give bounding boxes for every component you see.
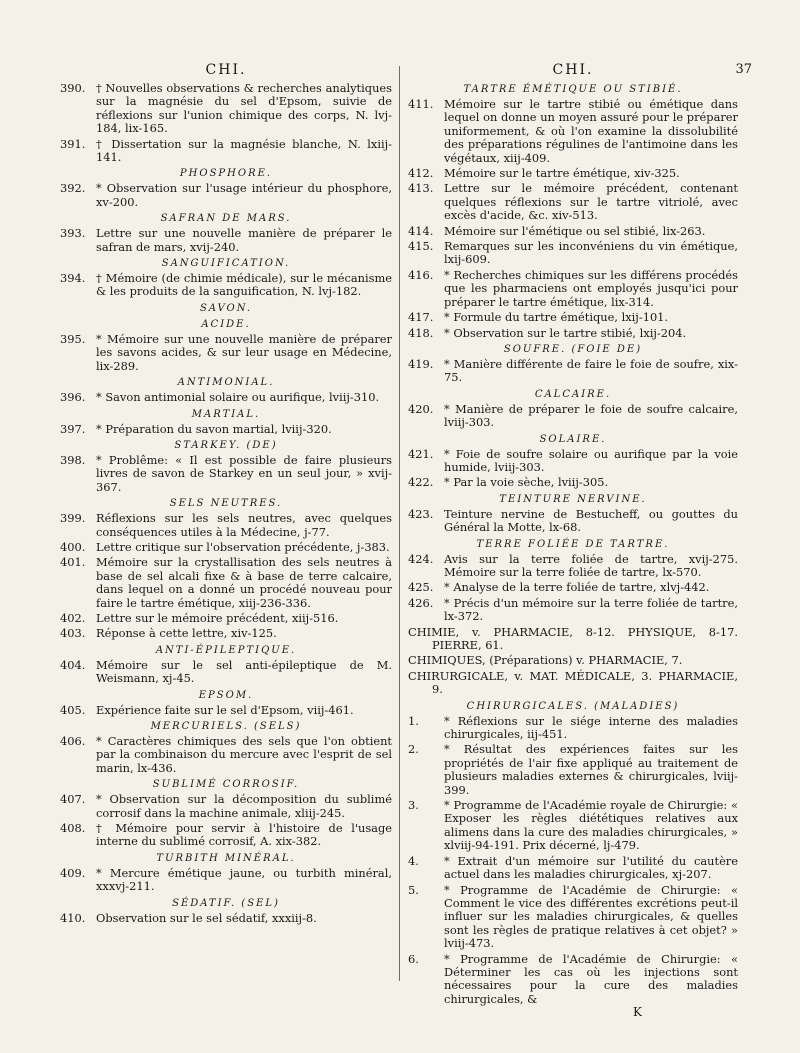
section-heading: SELS NEUTRES. — [169, 498, 283, 510]
index-entry — [60, 704, 392, 717]
entry-text: * Savon antimonial solaire ou aurifique, lviij-310. — [96, 390, 380, 405]
entry-text: Mémoire sur la crystallisation des sels neutres à base de sel alcali fixe & à base de terre calcaire, dans lequel on a donné un procédé nouveau pour faire le tartre émétique, xiij-236-336. — [96, 555, 392, 610]
index-entry — [408, 553, 738, 580]
entry-number: 405. — [60, 702, 86, 717]
index-entry — [60, 227, 392, 254]
section-heading: PHOSPHORE. — [179, 168, 273, 180]
index-entry — [60, 867, 392, 894]
index-entry — [408, 448, 738, 475]
entry-number: 423. — [408, 506, 434, 521]
index-entry — [60, 512, 392, 539]
entry-number: 414. — [408, 223, 434, 238]
section-heading: ANTIMONIAL. — [177, 377, 275, 389]
entry-number: 402. — [60, 610, 86, 625]
entry-number: 3. — [408, 798, 419, 813]
entry-number: 416. — [408, 267, 434, 282]
index-entry — [408, 799, 738, 853]
section-heading: TARTRE ÉMÉTIQUE OU STIBIÉ. — [463, 84, 683, 95]
entry-text: * Programme de l'Académie royale de Chirurgie: « Exposer les règles diététiques relatives aux alimens dans la cure des maladies chirurgicales, » xlviij-94-191. Prix décerné, lj-479. — [444, 798, 738, 853]
entry-number: 393. — [60, 226, 86, 241]
entry-text: Lettre critique sur l'observation précédente, j-383. — [96, 539, 390, 554]
index-entry — [408, 311, 738, 324]
entry-number: 401. — [60, 555, 86, 570]
entry-number: 411. — [408, 97, 434, 111]
entry-number: 415. — [408, 239, 434, 254]
entry-number: 1. — [408, 713, 419, 728]
entry-text: * Programme de l'Académie de Chirurgie: « Déterminer les cas où les injections sont nécessaires pour la cure des maladies chirurgicales, & — [444, 951, 738, 1006]
entry-text: Lettre sur le mémoire précédent, xiij-516. — [96, 610, 339, 625]
right-column — [408, 60, 752, 1020]
index-entry — [60, 454, 392, 494]
entry-text: † Mémoire (de chimie médicale), sur le mécanisme & les produits de la sanguification, N. lvj-182. — [96, 271, 392, 299]
index-entry — [408, 884, 738, 951]
index-entry — [60, 822, 392, 849]
index-entry — [60, 556, 392, 610]
index-entry — [60, 391, 392, 404]
running-head-right: CHI. 37 — [552, 62, 752, 78]
entry-number: 417. — [408, 310, 434, 325]
index-entry — [408, 98, 738, 165]
index-entry — [60, 272, 392, 299]
index-entry — [60, 82, 392, 136]
entry-text: † Dissertation sur la magnésie blanche, N. lxiij-141. — [96, 136, 392, 165]
entry-number: 394. — [60, 271, 86, 286]
section-heading: ACIDE. — [201, 318, 251, 330]
entry-number: 412. — [408, 166, 434, 181]
entry-number: 403. — [60, 626, 86, 641]
index-entry — [60, 138, 392, 165]
index-entry — [60, 423, 392, 436]
entry-text: * Manière différente de faire le foie de soufre, xix-75. — [444, 356, 738, 385]
section-heading: SOUFRE. (FOIE DE) — [503, 343, 643, 355]
entry-text: * Observation sur le tartre stibié, lxij-204. — [444, 325, 687, 340]
entry-text: * Préparation du savon martial, lviij-320. — [96, 421, 332, 436]
entry-number: 425. — [408, 580, 434, 595]
column-rule — [399, 66, 400, 981]
section-heading: STARKEY. (DE) — [174, 439, 278, 451]
entry-text: Teinture nervine de Bestucheff, ou gouttes du Général la Motte, lx-68. — [444, 506, 738, 535]
section-heading: CHIRURGICALES. (MALADIES) — [466, 700, 680, 712]
entry-text: * Mémoire sur une nouvelle manière de préparer les savons acides, & sur leur usage en Médecine, lix-289. — [96, 331, 392, 373]
section-heading: SUBLIMÉ CORROSIF. — [152, 779, 300, 791]
entry-text: * Résultat des expériences faites sur les propriétés de l'air fixe appliqué au traitement de plusieurs maladies externes & chirurgicales, lviij-399. — [444, 742, 738, 797]
entry-number: 406. — [60, 734, 86, 748]
entry-text: * Par la voie sèche, lviij-305. — [444, 475, 609, 490]
section-heading: TEINTURE NERVINE. — [499, 493, 647, 505]
entry-number: 6. — [408, 951, 419, 966]
entry-text: * Réflexions sur le siége interne des maladies chirurgicales, iij-451. — [444, 713, 738, 742]
entry-number: 409. — [60, 865, 86, 880]
entry-number: 4. — [408, 853, 419, 868]
running-head-left: CHI. — [205, 62, 247, 78]
section-heading: MARTIAL. — [191, 408, 261, 420]
entry-number: 419. — [408, 356, 434, 371]
index-entry — [60, 182, 392, 209]
section-heading: TERRE FOLIÉE DE TARTRE. — [476, 538, 670, 550]
entry-text: Lettre sur le mémoire précédent, contenant quelques réflexions sur le tartre vitriolé, avec excès d'acide, &c. xiv-513. — [444, 181, 738, 223]
index-entry — [408, 182, 738, 222]
index-entry — [408, 743, 738, 797]
index-entry — [60, 793, 392, 820]
index-entry — [60, 659, 392, 686]
index-entry — [60, 541, 392, 554]
entry-number: 398. — [60, 452, 86, 467]
cross-reference: CHIMIQUES, (Préparations) v. PHARMACIE, 7. — [408, 653, 683, 668]
index-entry — [408, 225, 738, 238]
index-entry — [60, 333, 392, 373]
entry-number: 2. — [408, 742, 419, 757]
entry-text: * Formule du tartre émétique, lxij-101. — [444, 310, 669, 325]
entry-text: * Analyse de la terre foliée de tartre, xlvj-442. — [444, 580, 710, 595]
entry-number: 413. — [408, 181, 434, 196]
entry-text: * Précis d'un mémoire sur la terre foliée de tartre, lx-372. — [444, 595, 738, 624]
section-heading: EPSOM. — [198, 689, 254, 701]
entry-text: * Caractères chimiques des sels que l'on obtient par la combinaison du mercure avec l'esprit de sel marin, lx-436. — [96, 734, 392, 775]
cross-reference: CHIMIE, v. PHARMACIE, 8-12. PHYSIQUE, 8-17. PIERRE, 61. — [408, 624, 738, 652]
entry-text: * Observation sur l'usage intérieur du phosphore, xv-200. — [96, 181, 392, 209]
section-heading: TURBITH MINÉRAL. — [156, 852, 296, 864]
entry-number: 407. — [60, 792, 86, 807]
index-entry — [408, 327, 738, 340]
index-entry — [408, 476, 738, 489]
entry-number: 390. — [60, 81, 86, 95]
entry-text: * Recherches chimiques sur les différens procédés que les pharmaciens ont employés jusqu'ici pour préparer le tartre émétique, lix-314. — [444, 267, 738, 309]
entry-number: 421. — [408, 446, 434, 461]
entry-number: 404. — [60, 657, 86, 672]
section-heading: ANTI-ÉPILEPTIQUE. — [155, 644, 297, 656]
index-entry — [408, 715, 738, 742]
signature-mark: K — [633, 1005, 642, 1020]
entry-text: Réflexions sur les sels neutres, avec quelques conséquences utiles à la Médecine, j-77. — [96, 511, 392, 539]
index-entry — [408, 240, 738, 267]
entry-text: Mémoire sur l'émétique ou sel stibié, lix-263. — [444, 223, 706, 238]
entry-text: † Nouvelles observations & recherches analytiques sur la magnésie du sel d'Epsom, suivie de réflexions sur l'union chimique des corps, N. lvj-184, lix-165. — [96, 81, 392, 136]
entry-number: 392. — [60, 181, 86, 196]
entry-text: Expérience faite sur le sel d'Epsom, viij-461. — [96, 702, 354, 717]
entry-text: Mémoire sur le tartre stibié ou émétique dans lequel on donne un moyen assuré pour le préparer uniformement, & où l'on examine la dissolubilité des préparations régulines de l'antimoine dans les végétaux, xiij-409. — [444, 97, 738, 165]
entry-text: * Foie de soufre solaire ou aurifique par la voie humide, lviij-303. — [444, 446, 738, 474]
entry-text: Réponse à cette lettre, xiv-125. — [96, 626, 277, 641]
section-heading: SAVON. — [199, 302, 253, 314]
section-heading: MERCURIELS. (SELS) — [150, 721, 302, 732]
section-heading: SÉDATIF. (SEL) — [172, 897, 280, 909]
entry-text: * Problême: « Il est possible de faire plusieurs livres de savon de Starkey en un seul jour, » xvij-367. — [96, 452, 392, 494]
index-entry — [60, 627, 392, 640]
index-entry — [408, 597, 738, 624]
index-entry — [60, 912, 392, 925]
entry-number: 418. — [408, 325, 434, 340]
page-number: 37 — [735, 62, 752, 77]
left-column — [60, 60, 392, 927]
entry-text: Avis sur la terre foliée de tartre, xvij-275. Mémoire sur la terre foliée de tartre, lx-570. — [444, 551, 738, 579]
index-entry — [60, 735, 392, 775]
entry-number: 408. — [60, 821, 86, 836]
entry-number: 399. — [60, 511, 86, 526]
entry-number: 396. — [60, 390, 86, 405]
entry-number: 420. — [408, 401, 434, 416]
index-entry — [408, 581, 738, 594]
entry-text: Observation sur le sel sédatif, xxxiij-8. — [96, 910, 317, 925]
entry-number: 5. — [408, 882, 419, 897]
entry-number: 391. — [60, 136, 86, 151]
index-entry — [408, 953, 738, 1007]
entry-text: * Mercure émétique jaune, ou turbith minéral, xxxvj-211. — [96, 865, 392, 894]
entry-text: * Extrait d'un mémoire sur l'utilité du cautère actuel dans les maladies chirurgicales, xj-207. — [444, 853, 738, 882]
index-entry — [408, 508, 738, 535]
index-entry — [408, 269, 738, 309]
entry-number: 410. — [60, 910, 86, 925]
entry-number: 400. — [60, 539, 86, 554]
entry-number: 397. — [60, 421, 86, 436]
index-entry — [408, 358, 738, 385]
entry-number: 395. — [60, 331, 86, 346]
cross-reference: CHIRURGICALE, v. MAT. MÉDICALE, 3. PHARMACIE, 9. — [408, 668, 738, 697]
entry-text: Mémoire sur le tartre émétique, xiv-325. — [444, 166, 680, 181]
entry-number: 424. — [408, 551, 434, 566]
index-entry — [60, 612, 392, 625]
entry-text: Mémoire sur le sel anti-épileptique de M. Weismann, xj-45. — [96, 657, 392, 686]
index-entry — [408, 403, 738, 430]
section-heading: SAFRAN DE MARS. — [160, 213, 292, 225]
entry-number: 422. — [408, 475, 434, 490]
index-entry — [408, 167, 738, 180]
section-heading: CALCAIRE. — [534, 388, 612, 400]
section-heading: SOLAIRE. — [539, 433, 607, 445]
entry-text: † Mémoire pour servir à l'histoire de l'usage interne du sublimé corrosif, A. xix-382. — [96, 821, 392, 849]
entry-text: * Programme de l'Académie de Chirurgie: « Comment le vice des différentes excrétions peut-il influer sur les maladies chirurgicales, & quelles sont les règles de pratique relatives à cet objet? » lviij-473. — [444, 882, 738, 951]
entry-text: * Observation sur la décomposition du sublimé corrosif dans la machine animale, xliij-245. — [96, 792, 392, 820]
entry-number: 426. — [408, 595, 434, 610]
entry-text: * Manière de préparer le foie de soufre calcaire, lviij-303. — [444, 401, 738, 430]
index-entry — [408, 855, 738, 882]
entry-text: Remarques sur les inconvéniens du vin émétique, lxij-609. — [444, 239, 738, 267]
entry-text: Lettre sur une nouvelle manière de préparer le safran de mars, xvij-240. — [96, 226, 392, 254]
section-heading: SANGUIFICATION. — [161, 258, 291, 270]
